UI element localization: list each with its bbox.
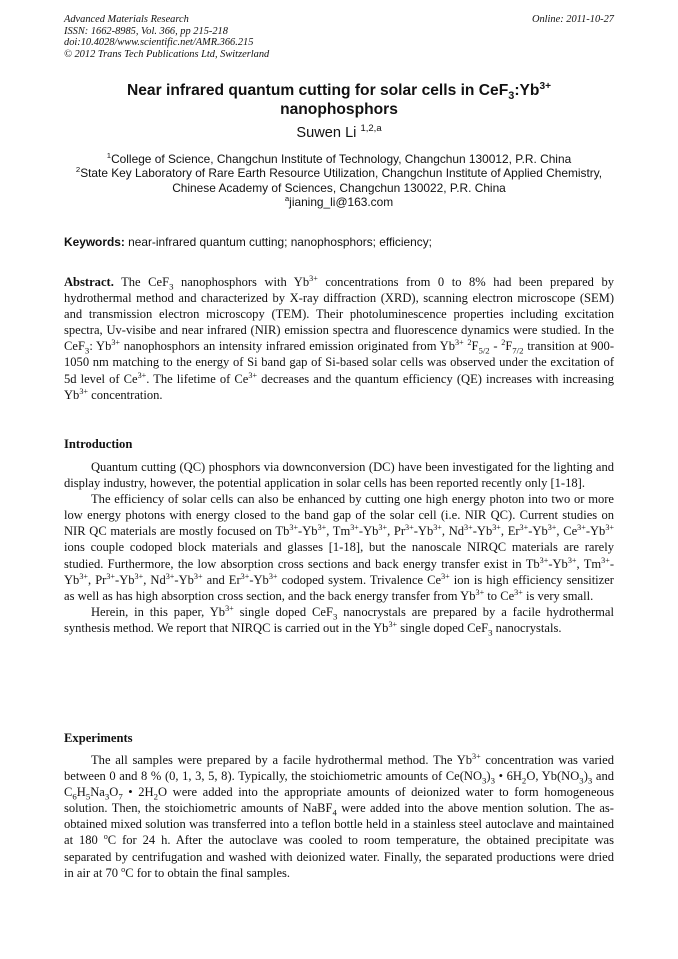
journal-header <box>64 14 269 60</box>
online-date: Online: 2011-10-27 <box>531 14 614 25</box>
journal-name: Advanced Materials Research <box>64 14 189 25</box>
paper-title: Near infrared quantum cutting for solar cells in $CeF_3:Yb^{3+}$ nanophosphors <box>127 80 551 118</box>
introduction-heading: Introduction <box>64 437 133 451</box>
author-email: $^a$jianing_li@163.com <box>284 193 394 209</box>
intro-paragraph-3: Herein, in this paper, $Yb^{3+}$ single doped CeF$_3$ nanocrystals are prepared by a facile hydrothermal synthesis method. We report that NIRQC is carried out in the $Yb^{3+}$ single doped CeF$_3$ nanocrystals. <box>64 603 614 638</box>
intro-paragraph-2: The efficiency of solar cells can also be enhanced by cutting one high energy photon into two or more low energy photons with energy closed to the band gap of the solar cell (i.e. NIR QC). Current studies on NIR QC materials are mostly focused on $Tb^{3+}-Yb^{3+}$, $Tm^{3+}-Yb^{3+}$, $Pr^{3+}-Yb^{3+}$, $Nd^{3+}-Yb^{3+}$, $Er^{3+}-Yb^{3+}$, $Ce^{3+}-Yb^{3+}$ ions couple codoped block materials and glasses [1-18], but the nanoscale NIRQC materials are rarely studied. Furthermore, the low absorption cross sections and back energy transfer exist in $Tb^{3+}-Yb^{3+}$, $Tm^{3+}-Yb^{3+}$, $Pr^{3+}-Yb^{3+}$, $Nd^{3+}-Yb^{3+}$ and $Er^{3+}-Yb^{3+}$ codoped system. Trivalence $Ce^{3+}$ ion is high efficiency sensitizer as well as has high absorption cross section, and the back energy transfer from $Yb^{3+}$ to $Ce^{3+}$ is very small. <box>64 492 614 603</box>
copyright-line: © 2012 Trans Tech Publications Ltd, Switzerland <box>64 48 270 60</box>
affiliation-2: $^2$State Key Laboratory of Rare Earth Resource Utilization, Changchun Institute of Applied Chemistry, Chinese Academy of Sciences, Changchun 130022, P.R. China <box>75 165 603 195</box>
doi-line: doi:10.4028/www.scientific.net/AMR.366.215 <box>64 37 254 49</box>
introduction-section <box>64 459 614 636</box>
author: Suwen Li $^{1,2,a}$ <box>296 123 382 141</box>
experiments-section <box>64 752 614 881</box>
experiments-paragraph: The all samples were prepared by a facile hydrothermal method. The $Yb^{3+}$ concentration was varied between 0 and 8 % (0, 1, 3, 5, 8). Typically, the stoichiometric amounts of $Ce(NO_3)_3$ • $6H_2O$, $Yb(NO_3)_3$ and $C_6H_5Na_3O_7$ • $2H_2O$ were added into the appropriate amounts of deionized water to form homogeneous solution. Then, the stoichiometric amounts of NaBF$_4$ were added into the above mention solution. The as-obtained mixed solution was transferred into a teflon bottle held in a stainless steel autoclave and maintained at 180 $^o$C for 24 h. After the autoclave was cooled to room temperature, the obtained precipitate was separated by centrifugation and washed with deionized water. Finally, the separated productions were dried in air at 70 $^o$C for to obtain the final samples. <box>64 751 614 880</box>
experiments-heading: Experiments <box>64 731 133 745</box>
abstract-label: Abstract. <box>64 275 114 289</box>
keywords: Keywords: near-infrared quantum cutting; nanophosphors; efficiency; <box>64 235 432 249</box>
issn-line: ISSN: 1662-8985, Vol. 366, pp 215-218 <box>64 25 228 37</box>
affiliations <box>64 152 614 209</box>
keywords-label: Keywords: <box>64 235 125 249</box>
author-name: Suwen Li <box>296 125 357 141</box>
intro-paragraph-1: Quantum cutting (QC) phosphors via downconversion (DC) have been investigated for the lighting and display industry, however, the potential application in solar cells has been reported recently only [1-18]. <box>64 460 614 491</box>
abstract: Abstract. The CeF$_3$ nanophosphors with $Yb^{3+}$ concentrations from 0 to 8% had been prepared by hydrothermal method and characterized by X-ray diffraction (XRD), scanning electron microscope (SEM) and transmission electron microscopy (TEM). Their photoluminescence properties including excitation spectra, Uv-visibe and near infrared (NIR) emission spectra and fluorescence dynamics were studied. In the CeF$_3$: $Yb^{3+}$ nanophosphors an intensity infrared emission originated from $Yb^{3+}$ $^2F_{5/2} - ^2F_{7/2}$ transition at 900-1050 nm matching to the energy of Si band gap of Si-based solar cells was observed under the excitation of 5d level of $Ce^{3+}$. The lifetime of $Ce^{3+}$ decreases and the quantum efficiency (QE) increases with increasing $Yb^{3+}$ concentration. <box>64 273 615 402</box>
affiliation-1: $^1$College of Science, Changchun Institute of Technology, Changchun 130012, P.R. China <box>106 151 572 166</box>
